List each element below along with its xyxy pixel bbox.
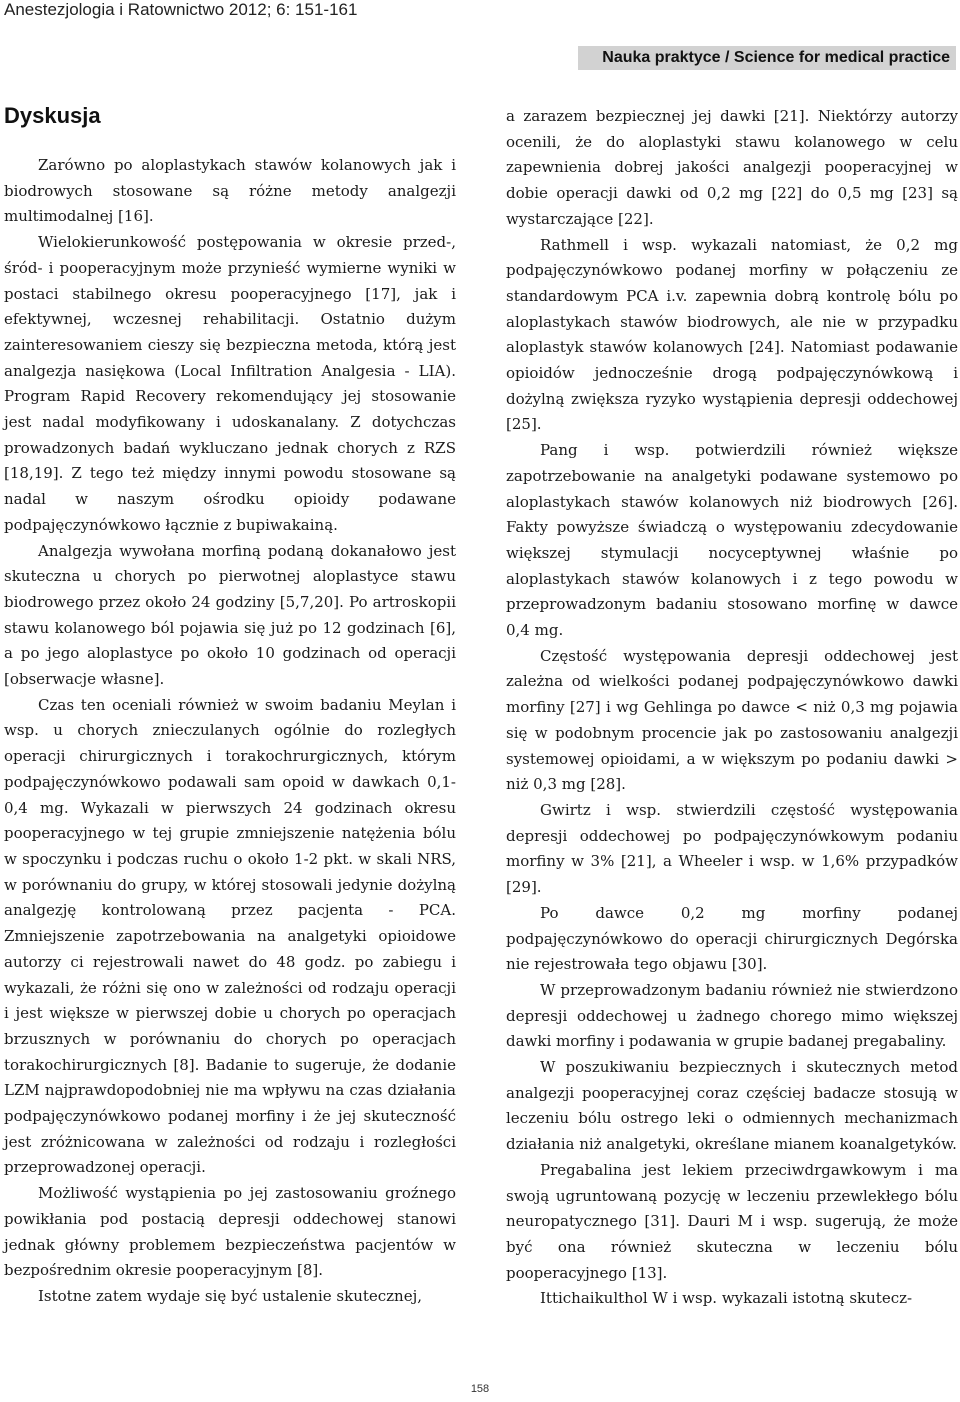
left-column <box>4 153 456 1310</box>
right-paragraph-7: W przeprowadzonym badaniu również nie stwierdzono depresji oddechowej u żadnego chorego mimo większej dawki morfiny i podawania w grupie badanej pregabaliny. <box>506 980 958 1051</box>
right-paragraph-6: Po dawce 0,2 mg morfiny podanej podpajęczynówkowo do operacji chirurgicznych Degórska nie rejestrowała tego objawu [30]. <box>506 903 958 974</box>
right-paragraph-10: Ittichaikulthol W i wsp. wykazali istotną skutecz- <box>540 1289 913 1308</box>
right-paragraph-5: Gwirtz i wsp. stwierdzili częstość występowania depresji oddechowej po podpajęczynówkowym podaniu morfiny w 3% [21], a Wheeler i wsp. w 1,6% przypadków [29]. <box>506 800 958 897</box>
section-heading: Dyskusja <box>4 103 101 128</box>
left-paragraph-3: Analgezja wywołana morfiną podaną dokanałowo jest skuteczna u chorych po pierwotnej aloplastyce stawu biodrowego przez około 24 godziny [5,7,20]. Po artroskopii stawu kolanowego ból pojawia się już po 12 godzinach [6], a po jego aloplastyce po około 10 godzinach od operacji [obserwacje własne]. <box>4 541 456 689</box>
left-paragraph-2: Wielokierunkowość postępowania w okresie przed-, śród- i pooperacyjnym może przynieść wymierne wyniki w postaci stabilnego okresu pooperacyjnego [17], jak i efektywnej, wczesnej rehabilitacji. Ostatnio dużym zainteresowaniem cieszy się bezpieczna metoda, którą jest analgezja nasiękowa (Local Infiltration Analgesia - LIA). Program Rapid Recovery rekomendujący jej stosowanie jest nadal modyfikowany i udoskanalany. Z dotychczas prowadzonych badań wykluczano jednak chorych z RZS [18,19]. Z tego też między innymi powodu stosowane są nadal w naszym ośrodku opioidy podawane podpajęczynówkowo łącznie z bupiwakainą. <box>4 233 456 534</box>
left-paragraph-6: Istotne zatem wydaje się być ustalenie skutecznej, <box>38 1286 423 1305</box>
right-paragraph-1: a zarazem bezpiecznej jej dawki [21]. Niektórzy autorzy ocenili, że do aloplastyki stawu kolanowego w celu zapewnienia dobrej jakości analgezji pooperacyjnej w dobie operacji dawki od 0,2 mg [22] do 0,5 mg [23] są wystarczające [22]. <box>506 107 958 228</box>
left-paragraph-5: Możliwość wystąpienia po jej zastosowaniu groźnego powikłania pod postacią depresji oddechowej stanowi jednak główny problemem bezpieczeństwa pacjentów w bezpośrednim okresie pooperacyjnym [8]. <box>4 1184 456 1280</box>
right-paragraph-9: Pregabalina jest lekiem przeciwdrgawkowym i ma swoją ugruntowaną pozycję w leczeniu przewlekłego bólu neuropatycznego [31]. Dauri M i wsp. sugerują, że może być ona również skuteczna w leczeniu bólu pooperacyjnego [13]. <box>506 1160 958 1282</box>
page-number: 158 <box>470 1383 490 1395</box>
right-paragraph-3: Pang i wsp. potwierdzili również większe zapotrzebowanie na analgetyki podawane systemowo po aloplastykach stawów kolanowych niż biodrowych [26]. Fakty powyższe świadczą o występowaniu zdecydowanie większej stymulacji nocyceptywnej właśnie po aloplastykach stawów kolanowych i z tego powodu w przeprowadzonym badaniu stosowano morfinę w dawce 0,4 mg. <box>506 441 958 640</box>
journal-citation: Anestezjologia i Ratownictwo 2012; 6: 151-161 <box>4 0 358 19</box>
section-banner: Nauka praktyce / Science for medical practice <box>578 46 956 70</box>
right-paragraph-4: Częstość występowania depresji oddechowej jest zależna od wielkości podanej podpajęczynówkowo dawki morfiny [27] i wg Gehlinga po dawce < niż 0,3 mg pojawia się w podobnym procencie jak po zastosowaniu analgezji systemowej opioidami, a w większym po podaniu dawki > niż 0,3 mg [28]. <box>506 646 958 794</box>
left-paragraph-4: Czas ten oceniali również w swoim badaniu Meylan i wsp. u chorych znieczulanych ogólnie do rozległych operacji chirurgicznych i torakochrurgicznych, którym podpajęczynówkowo podawali sam opoid w dawkach 0,1-0,4 mg. Wykazali w pierwszych 24 godzinach okresu pooperacyjnego w tej grupie zmniejszenie natężenia bólu w spoczynku i podczas ruchu o około 1-2 pkt. w skali NRS, w porównaniu do grupy, w której stosowali jedynie dożylną analgezję kontrolowaną przez pacjenta - PCA. Zmniejszenie zapotrzebowania na analgetyki opioidowe autorzy ci rejestrowali nawet do 48 godz. po zabiegu i wykazali, że różni się ono w zależności od rodzaju operacji i jest większe w pierwszej dobie u chorych po operacjach brzusznych w porównaniu do chorych po operacjach torakochirurgicznych [8]. Badanie to sugeruje, że dodanie LZM najprawdopodobniej nie ma wpływu na czas działania podpajęczynówkowo podanej morfiny i że jej skuteczność jest zróżnicowana w zależności od rodzaju i rozległości przeprowadzonej operacji. <box>4 695 456 1177</box>
right-paragraph-8: W poszukiwaniu bezpiecznych i skutecznych metod analgezji pooperacyjnej coraz częściej badacze stosują w leczeniu bólu ostrego leki o odmiennych mechanizmach działania niż analgetyki, określane mianem koanalgetyków. <box>506 1058 958 1154</box>
left-paragraph-1: Zarówno po aloplastykach stawów kolanowych jak i biodrowych stosowane są różne metody analgezji multimodalnej [16]. <box>4 156 456 226</box>
right-column <box>506 104 958 1312</box>
right-paragraph-2: Rathmell i wsp. wykazali natomiast, że 0,2 mg podpajęczynówkowo podanej morfiny w połączeniu ze standardowym PCA i.v. zapewnia dobrą kontrolę bólu po aloplastykach stawów biodrowych, ale nie w przypadku aloplastyk stawów kolanowych [24]. Natomiast podawanie opioidów jednocześnie drogą podpajęczynówkową i dożylną zwiększa ryzyko wystąpienia depresji oddechowej [25]. <box>506 235 958 434</box>
